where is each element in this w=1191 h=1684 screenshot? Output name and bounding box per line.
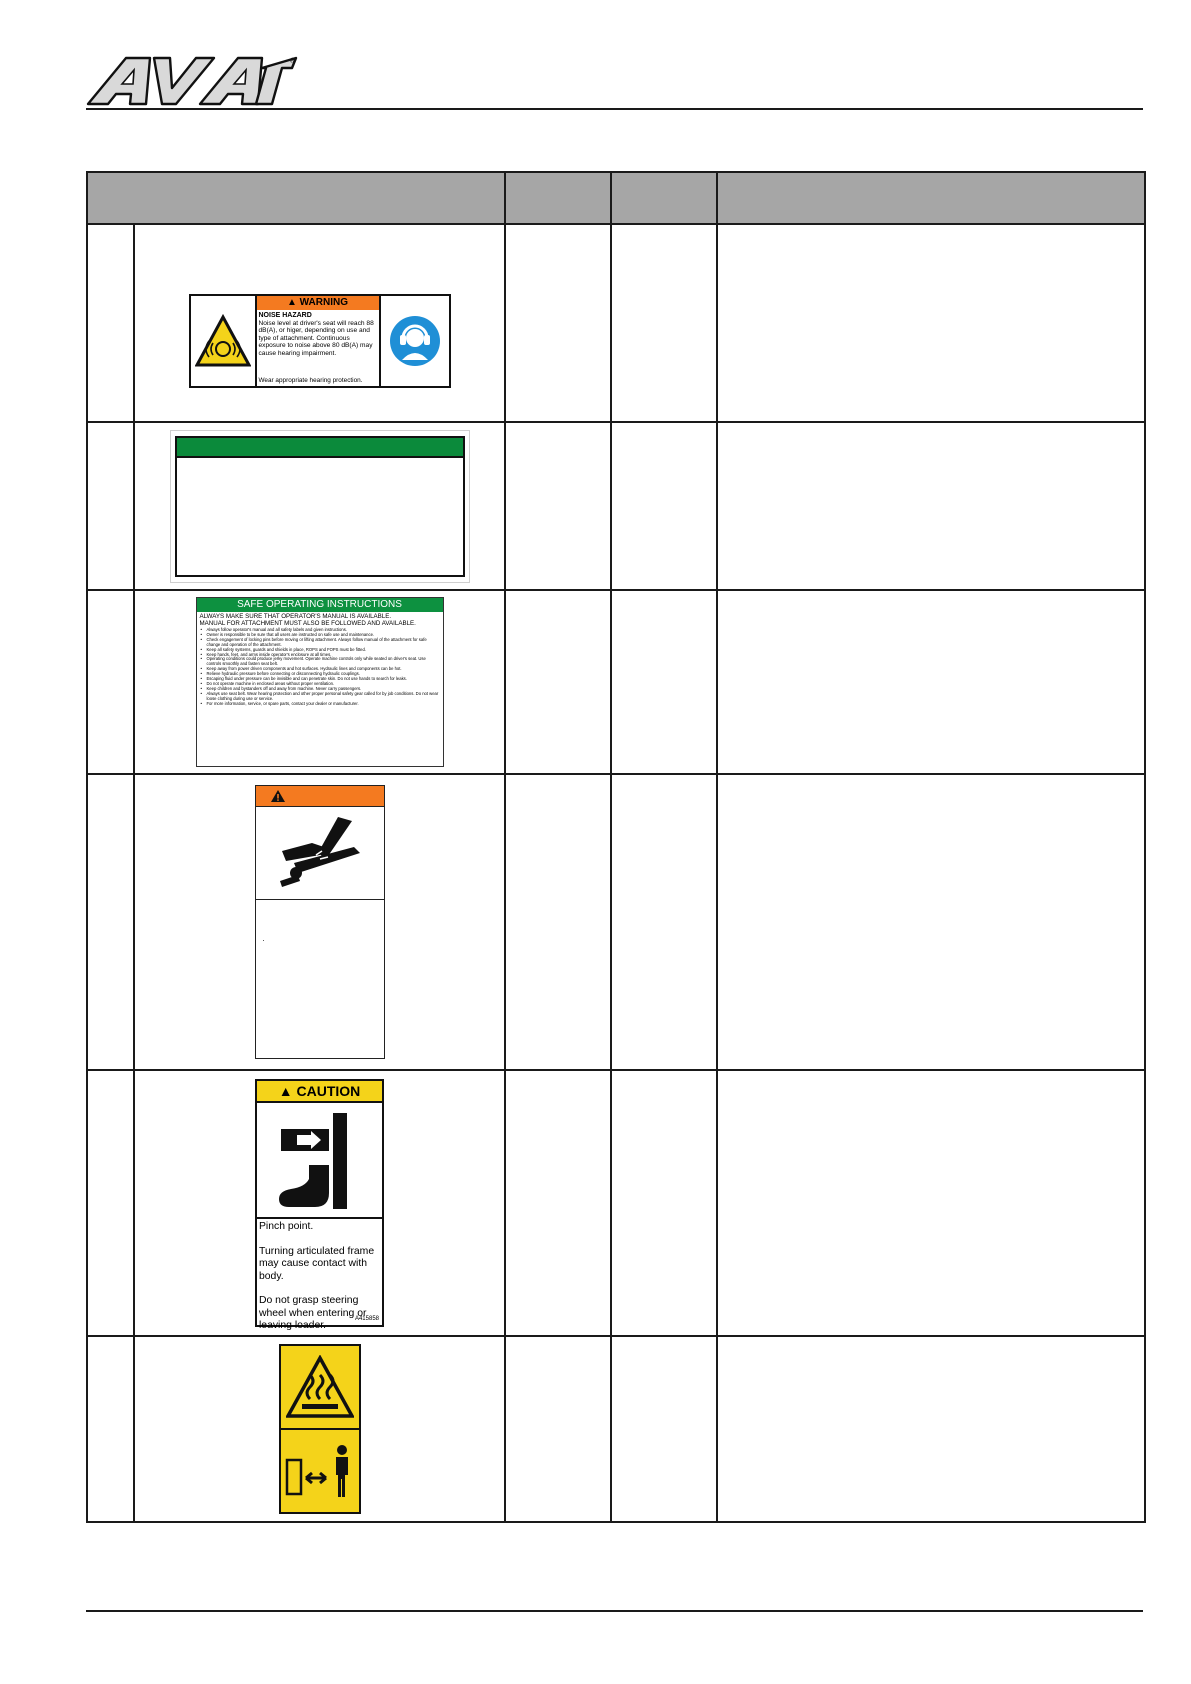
table-row	[87, 1336, 1145, 1522]
soi-header-line-1: ALWAYS MAKE SURE THAT OPERATOR'S MANUAL IS AVAILABLE.	[199, 613, 392, 620]
hot-surface-decal	[279, 1344, 361, 1514]
hot-surface-icon	[281, 1346, 359, 1430]
safe-operating-decal	[196, 597, 444, 767]
blank-notice-decal	[170, 430, 470, 583]
list-item: • Owner is responsible to be sure that all users are instructed on safe use and maintenance.	[207, 633, 440, 638]
cell-empty	[611, 1336, 717, 1522]
table-row	[87, 590, 1145, 774]
row-number	[87, 1336, 134, 1522]
row-number	[87, 224, 134, 422]
hydraulic-injection-decal	[255, 785, 385, 1059]
cell-empty	[717, 590, 1145, 774]
header-cell-4	[717, 172, 1145, 224]
cell-empty	[611, 774, 717, 1070]
cell-empty	[717, 224, 1145, 422]
table-row	[87, 422, 1145, 590]
caution-line-2: Turning articulated frame may cause contact with body.	[259, 1245, 375, 1282]
decal-cell	[134, 422, 505, 590]
cell-empty	[717, 774, 1145, 1070]
warning-triangle-icon	[270, 789, 286, 803]
caution-line-3: Do not grasp steering wheel when entering or leaving loader.	[259, 1295, 367, 1331]
list-item: • Keep away from power driven components and hot surfaces. Hydraulic lines and components can be hot.	[207, 667, 440, 672]
hearing-protection-icon	[381, 296, 449, 386]
warning-bar	[256, 786, 384, 807]
list-item: • Always follow operator's manual and all safety labels and given instructions.	[207, 628, 440, 633]
keep-distance-icon	[281, 1430, 359, 1512]
footer-rule	[86, 1610, 1143, 1612]
green-header-bar	[177, 438, 463, 458]
caution-bar: ▲ CAUTION	[257, 1081, 382, 1103]
decal-cell	[134, 1336, 505, 1522]
cell-empty	[611, 1070, 717, 1336]
soi-header-line-2: MANUAL FOR ATTACHMENT MUST ALSO BE FOLLOWED AND AVAILABLE.	[199, 620, 416, 627]
registered-mark: ®	[290, 58, 296, 65]
row-number	[87, 422, 134, 590]
warning-signal-bar: ▲ WARNING	[257, 296, 379, 310]
cell-empty	[505, 1336, 611, 1522]
noise-title: NOISE HAZARD	[258, 312, 312, 319]
caution-code: A415858	[354, 1316, 379, 1322]
caution-word: CAUTION	[296, 1083, 361, 1099]
table-row	[87, 1070, 1145, 1336]
cell-empty	[505, 224, 611, 422]
header-rule	[86, 108, 1143, 110]
decal-cell	[134, 590, 505, 774]
header-cell-label	[87, 172, 505, 224]
cell-empty	[717, 422, 1145, 590]
list-item: • For more information, service, or spare parts, contact your dealer or manufacturer.	[207, 702, 440, 707]
cell-empty	[505, 774, 611, 1070]
row-number	[87, 1070, 134, 1336]
list-item: • Do not operate machine in enclosed areas without proper ventilation.	[207, 682, 440, 687]
header-cell-2	[505, 172, 611, 224]
avant-logo	[86, 54, 298, 111]
list-item: • Always use seat belt. Wear hearing protection and other proper personal safety gear called for by job conditions. Do not wear loose clothing during use or service.	[207, 692, 440, 702]
cell-empty	[717, 1336, 1145, 1522]
noise-body: Noise level at driver's seat will reach 88 dB(A), or higer, depending on use and type of attachment. Continuous exposure to noise above 80 dB(A) may cause hearing impairment.	[258, 319, 374, 357]
list-item: • Check engagement of locking pins before moving or lifting attachment. Always follow manual of the attachment for safe change and operation of the attachment.	[207, 638, 440, 648]
list-item: • Escaping fluid under pressure can be invisible and can penetrate skin. Do not use hands to search for leaks.	[207, 677, 440, 682]
hydraulic-bullet: .	[262, 934, 265, 943]
table-row	[87, 774, 1145, 1070]
cell-empty	[505, 590, 611, 774]
cell-empty	[717, 1070, 1145, 1336]
list-item: • Keep all safety systems, guards and shields in place, ROPS and FOPS must be fitted.	[207, 648, 440, 653]
noise-text	[257, 310, 379, 377]
cell-empty	[505, 422, 611, 590]
header-cell-3	[611, 172, 717, 224]
decal-cell	[134, 774, 505, 1070]
caution-pinch-decal	[255, 1079, 384, 1331]
pinch-point-icon	[257, 1103, 382, 1219]
noise-warning-decal	[189, 294, 451, 388]
row-number	[87, 774, 134, 1070]
noise-footer: Wear appropriate hearing protection.	[258, 377, 363, 384]
cell-empty	[611, 590, 717, 774]
warning-word: WARNING	[299, 297, 349, 308]
row-number	[87, 590, 134, 774]
caution-line-1: Pinch point.	[259, 1221, 314, 1232]
list-item: • Relieve hydraulic pressure before connecting or disconnecting hydraulic couplings.	[207, 672, 440, 677]
soi-list	[197, 628, 443, 707]
safety-labels-table	[86, 171, 1146, 1523]
list-item: • Operating conditions could produce jerky movement. Operate machine controls only while seated on driver's seat. Use controls smoothly and fasten seat belt.	[207, 657, 440, 667]
noise-hazard-icon	[191, 296, 257, 386]
decal-cell	[134, 1070, 505, 1336]
soi-title: SAFE OPERATING INSTRUCTIONS	[197, 598, 443, 612]
cell-empty	[505, 1070, 611, 1336]
decal-cell	[134, 224, 505, 422]
table-header-row	[87, 172, 1145, 224]
fluid-injection-icon	[256, 807, 384, 900]
cell-empty	[611, 224, 717, 422]
cell-empty	[611, 422, 717, 590]
list-item: • Keep hands, feet, and arms inside operator's enclosure at all times.	[207, 653, 440, 658]
list-item: • Keep children and bystanders off and away from machine. Never carry passengers.	[207, 687, 440, 692]
table-row	[87, 224, 1145, 422]
